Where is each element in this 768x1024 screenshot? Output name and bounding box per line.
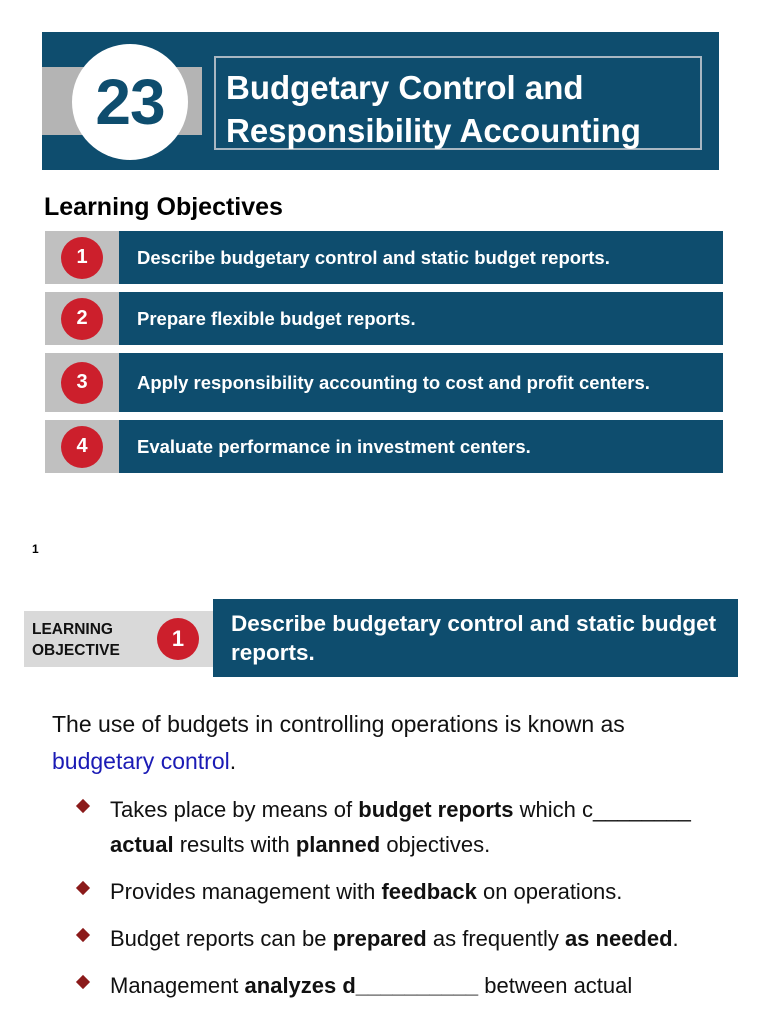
bullet-item: [74, 792, 734, 862]
objective-row: [45, 353, 723, 412]
learning-objectives-list: [45, 231, 723, 481]
bullet-text: Budget reports can be: [110, 926, 333, 951]
learning-objective-title: Describe budgetary control and static budget reports.: [213, 599, 738, 677]
bullet-item: [74, 874, 734, 909]
bullet-bold-text: budget reports: [358, 797, 514, 822]
objective-row: [45, 231, 723, 284]
learning-objective-tag-label: [32, 619, 120, 661]
page-number: 1: [32, 542, 39, 556]
chapter-header: [42, 32, 719, 170]
bullet-bold-text: prepared: [332, 926, 427, 951]
diamond-bullet-icon: [76, 975, 90, 989]
tag-line-1: LEARNING: [32, 621, 113, 638]
bullet-item: [74, 968, 734, 1003]
bullet-bold-text: feedback: [381, 879, 477, 904]
objective-number-badge: 1: [61, 237, 103, 279]
objective-row: [45, 292, 723, 345]
bullet-text: Management: [110, 973, 245, 998]
bullet-bold-text: actual: [110, 832, 174, 857]
diamond-bullet-icon: [76, 799, 90, 813]
intro-paragraph: [52, 706, 732, 780]
bullet-list: [74, 792, 734, 1015]
bullet-text: on operations.: [476, 879, 623, 904]
learning-objective-tag: [24, 611, 214, 667]
diamond-bullet-icon: [76, 928, 90, 942]
objective-row: [45, 420, 723, 473]
bullet-text: .: [672, 926, 679, 951]
chapter-title-line-2: Responsibility Accounting: [226, 112, 641, 149]
bullet-text: between actual: [478, 973, 633, 998]
tag-line-2: OBJECTIVE: [32, 642, 120, 659]
bullet-text: objectives.: [380, 832, 491, 857]
chapter-number: 23: [72, 44, 188, 160]
objective-number-badge: 2: [61, 298, 103, 340]
chapter-title: [214, 56, 702, 150]
objective-text: Apply responsibility accounting to cost and profit centers.: [119, 353, 723, 412]
diamond-bullet-icon: [76, 881, 90, 895]
learning-objective-number-badge: 1: [157, 618, 199, 660]
bullet-text: which c________: [513, 797, 691, 822]
bullet-text: Provides management with: [110, 879, 382, 904]
objective-number-badge: 3: [61, 362, 103, 404]
bullet-bold-text: as needed: [564, 926, 673, 951]
objective-text: Prepare flexible budget reports.: [119, 292, 723, 345]
objective-text: Describe budgetary control and static budget reports.: [119, 231, 723, 284]
objective-number-cell: [45, 231, 119, 284]
bullet-bold-text: planned: [295, 832, 381, 857]
intro-end: .: [229, 748, 237, 774]
bullet-text: as frequently: [426, 926, 565, 951]
objective-number-cell: [45, 420, 119, 473]
bullet-bold-text: analyzes d__________: [244, 973, 479, 998]
objective-number-cell: [45, 353, 119, 412]
key-term: budgetary control: [52, 748, 230, 774]
bullet-text: Takes place by means of: [110, 797, 359, 822]
learning-objectives-heading: Learning Objectives: [44, 193, 283, 221]
bullet-item: [74, 921, 734, 956]
objective-text: Evaluate performance in investment centers.: [119, 420, 723, 473]
bullet-text: results with: [173, 832, 296, 857]
intro-text: The use of budgets in controlling operations is known as: [52, 711, 625, 737]
objective-number-cell: [45, 292, 119, 345]
chapter-title-line-1: Budgetary Control and: [226, 69, 584, 106]
objective-number-badge: 4: [61, 426, 103, 468]
